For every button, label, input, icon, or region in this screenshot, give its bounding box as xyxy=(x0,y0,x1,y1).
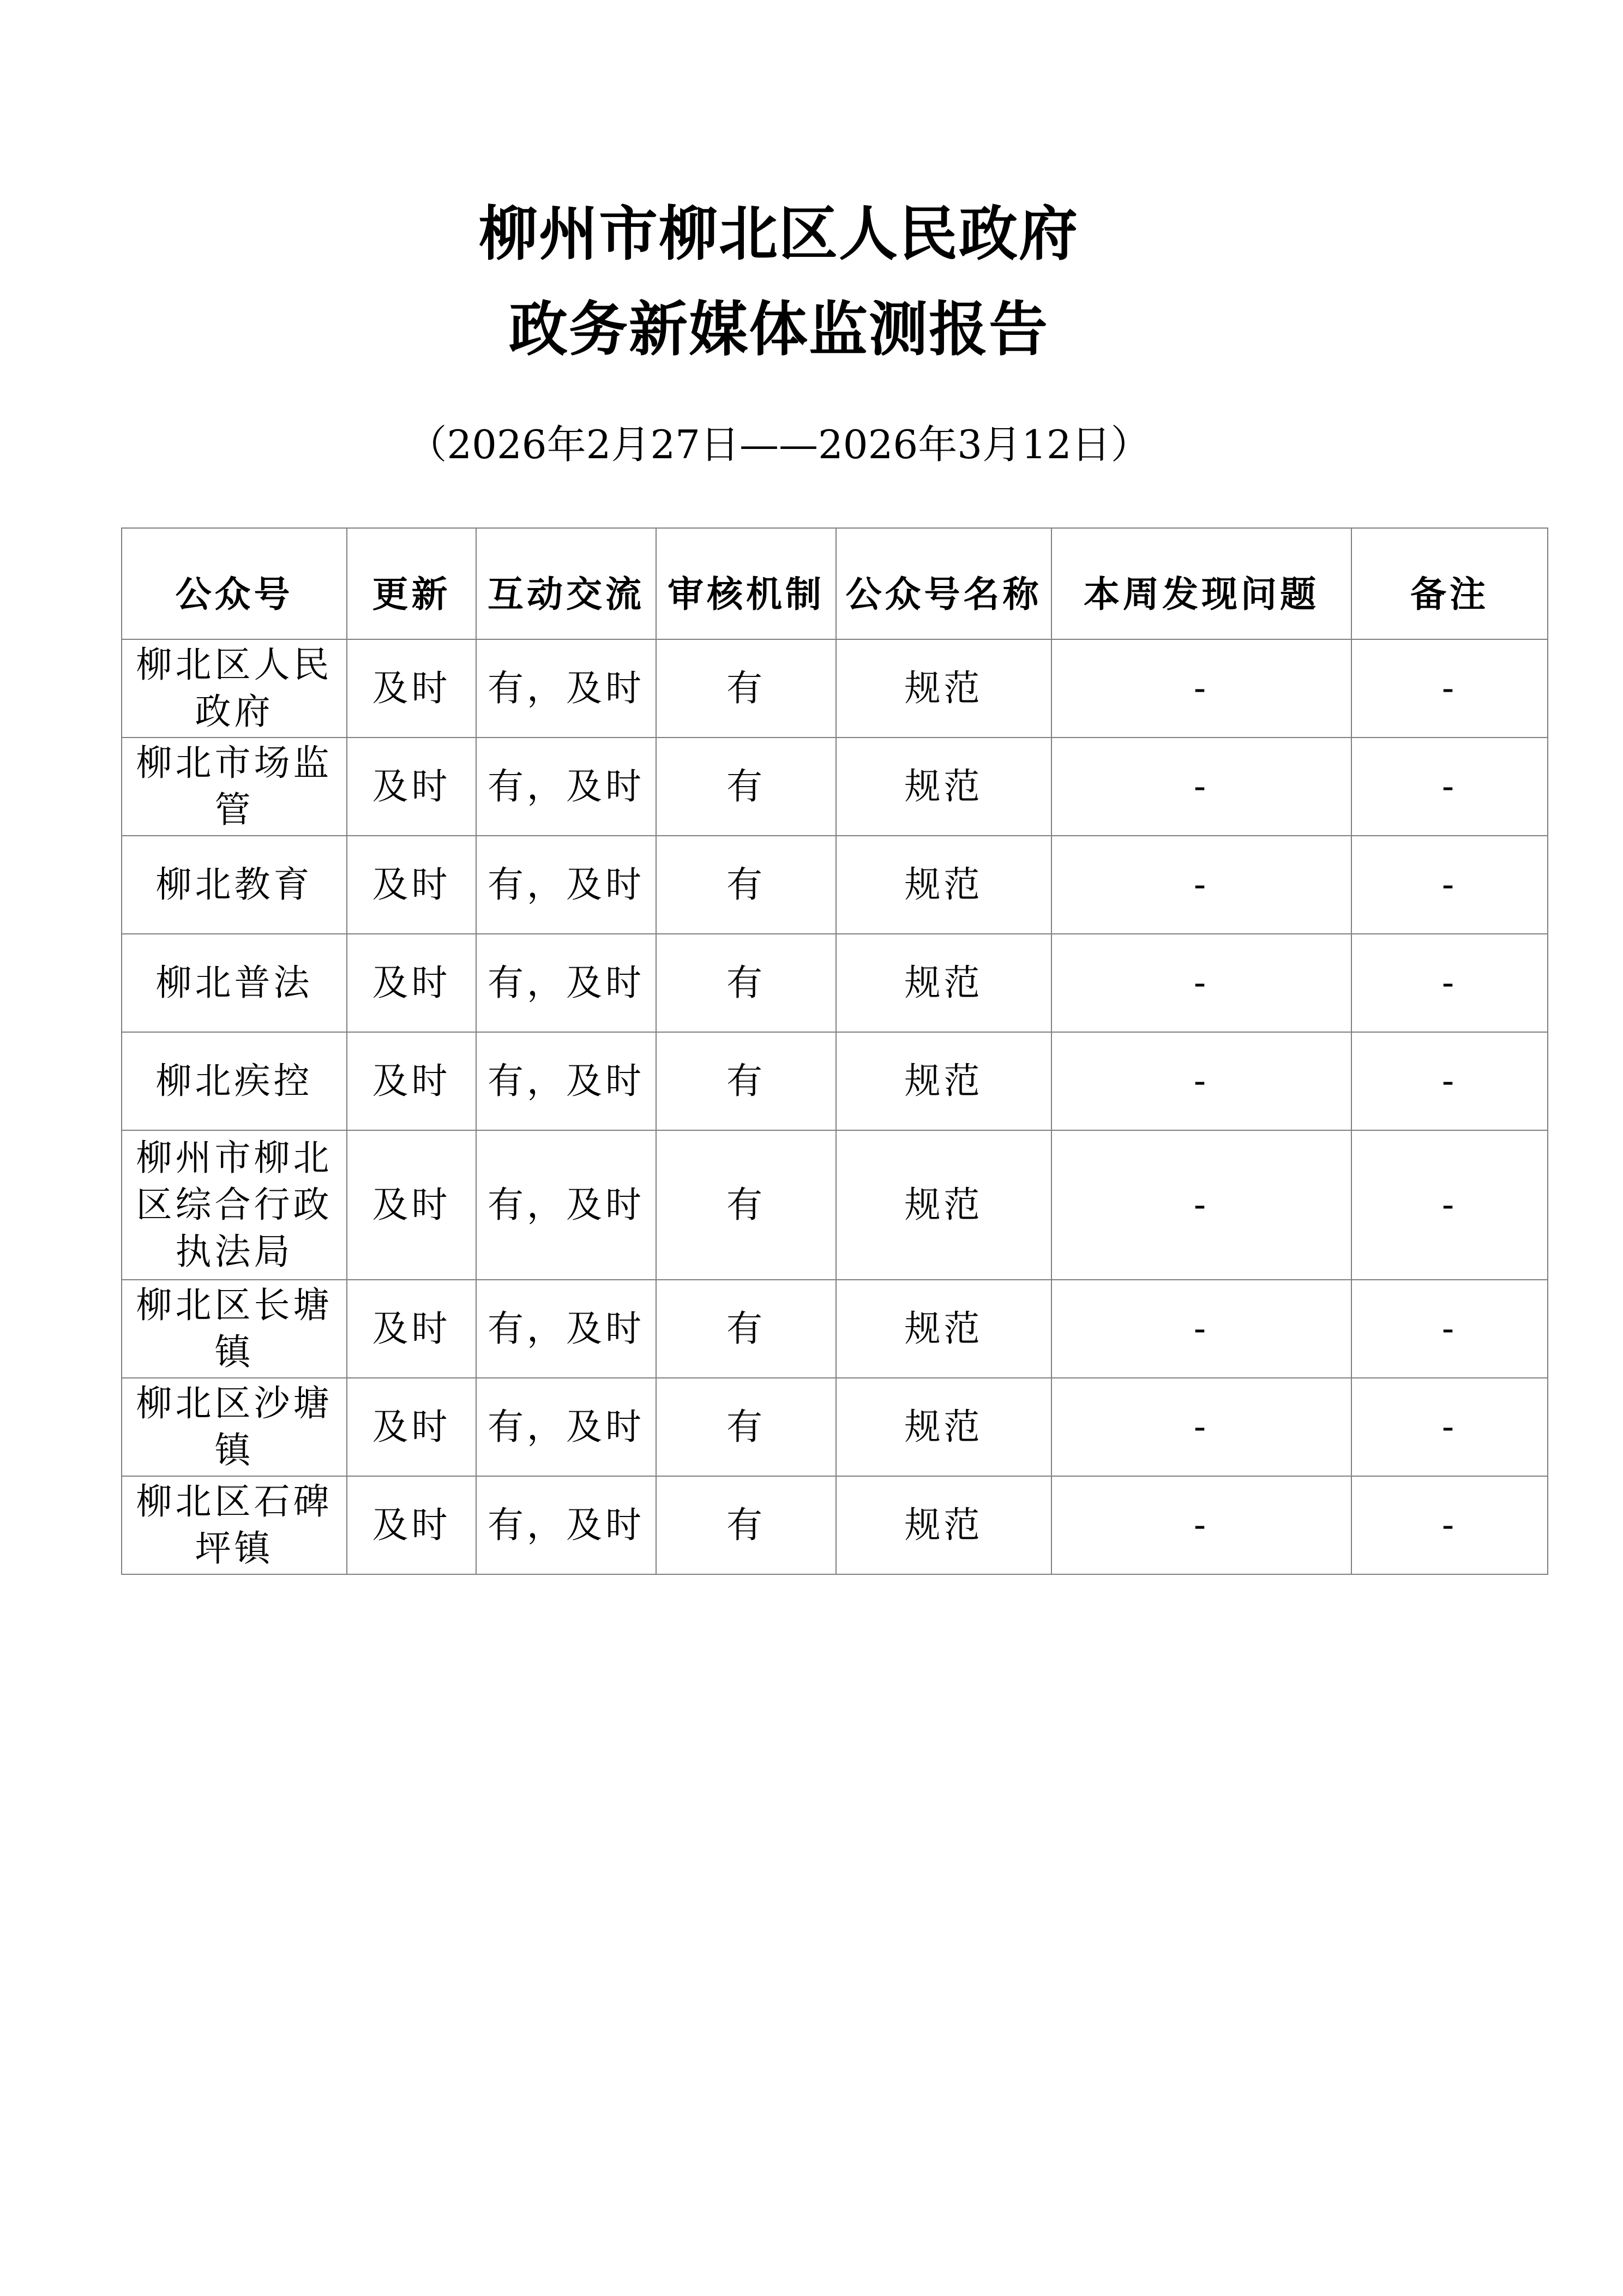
cell-note: - xyxy=(1351,1130,1548,1280)
cell-note: - xyxy=(1351,1378,1548,1476)
cell-interaction: 有，及时 xyxy=(476,836,656,934)
cell-name-status: 规范 xyxy=(836,1130,1051,1280)
cell-update: 及时 xyxy=(347,934,476,1032)
cell-issues: - xyxy=(1051,639,1351,738)
cell-review: 有 xyxy=(656,738,836,836)
cell-account: 柳北教育 xyxy=(122,836,347,934)
header-account: 公众号 xyxy=(122,528,347,639)
cell-review: 有 xyxy=(656,1130,836,1280)
cell-update: 及时 xyxy=(347,1032,476,1130)
cell-update: 及时 xyxy=(347,639,476,738)
report-title-line-2: 政务新媒体监测报告 xyxy=(508,296,1049,364)
cell-account: 柳州市柳北区综合行政执法局 xyxy=(122,1130,347,1280)
table-header-row xyxy=(122,528,1548,639)
cell-update: 及时 xyxy=(347,1378,476,1476)
header-issues: 本周发现问题 xyxy=(1051,528,1351,639)
cell-interaction: 有，及时 xyxy=(476,934,656,1032)
header-name-status: 公众号名称 xyxy=(836,528,1051,639)
report-date-range: （2026年2月27日——2026年3月12日） xyxy=(407,422,1150,467)
cell-review: 有 xyxy=(656,1280,836,1378)
cell-name-status: 规范 xyxy=(836,1378,1051,1476)
cell-account: 柳北区人民政府 xyxy=(122,639,347,738)
cell-issues: - xyxy=(1051,1378,1351,1476)
header-review: 审核机制 xyxy=(656,528,836,639)
cell-name-status: 规范 xyxy=(836,1032,1051,1130)
cell-issues: - xyxy=(1051,836,1351,934)
table-row xyxy=(122,1032,1548,1130)
cell-account: 柳北区沙塘镇 xyxy=(122,1378,347,1476)
cell-review: 有 xyxy=(656,1476,836,1574)
cell-update: 及时 xyxy=(347,1280,476,1378)
cell-interaction: 有，及时 xyxy=(476,1378,656,1476)
table-row xyxy=(122,639,1548,738)
table-row xyxy=(122,1130,1548,1280)
cell-interaction: 有，及时 xyxy=(476,1130,656,1280)
cell-name-status: 规范 xyxy=(836,836,1051,934)
monitoring-table xyxy=(121,527,1548,1575)
header-interaction: 互动交流 xyxy=(476,528,656,639)
cell-note: - xyxy=(1351,934,1548,1032)
cell-update: 及时 xyxy=(347,738,476,836)
cell-account: 柳北市场监管 xyxy=(122,738,347,836)
cell-interaction: 有，及时 xyxy=(476,639,656,738)
table-row xyxy=(122,1476,1548,1574)
cell-issues: - xyxy=(1051,934,1351,1032)
cell-name-status: 规范 xyxy=(836,639,1051,738)
cell-account: 柳北普法 xyxy=(122,934,347,1032)
cell-name-status: 规范 xyxy=(836,738,1051,836)
cell-review: 有 xyxy=(656,836,836,934)
cell-account: 柳北区石碑坪镇 xyxy=(122,1476,347,1574)
cell-note: - xyxy=(1351,836,1548,934)
cell-note: - xyxy=(1351,1476,1548,1574)
cell-review: 有 xyxy=(656,1378,836,1476)
cell-interaction: 有，及时 xyxy=(476,1032,656,1130)
cell-interaction: 有，及时 xyxy=(476,1280,656,1378)
header-note: 备注 xyxy=(1351,528,1548,639)
table-row xyxy=(122,1378,1548,1476)
header-update: 更新 xyxy=(347,528,476,639)
cell-issues: - xyxy=(1051,738,1351,836)
cell-account: 柳北区长塘镇 xyxy=(122,1280,347,1378)
table-row xyxy=(122,836,1548,934)
table-row xyxy=(122,1280,1548,1378)
cell-note: - xyxy=(1351,1280,1548,1378)
cell-interaction: 有，及时 xyxy=(476,1476,656,1574)
cell-note: - xyxy=(1351,1032,1548,1130)
report-title-line-1: 柳州市柳北区人民政府 xyxy=(478,200,1079,268)
cell-note: - xyxy=(1351,639,1548,738)
cell-name-status: 规范 xyxy=(836,1280,1051,1378)
cell-update: 及时 xyxy=(347,1130,476,1280)
cell-interaction: 有，及时 xyxy=(476,738,656,836)
cell-issues: - xyxy=(1051,1280,1351,1378)
cell-name-status: 规范 xyxy=(836,934,1051,1032)
table-row xyxy=(122,738,1548,836)
cell-issues: - xyxy=(1051,1032,1351,1130)
cell-review: 有 xyxy=(656,639,836,738)
cell-review: 有 xyxy=(656,1032,836,1130)
cell-update: 及时 xyxy=(347,836,476,934)
cell-update: 及时 xyxy=(347,1476,476,1574)
cell-name-status: 规范 xyxy=(836,1476,1051,1574)
cell-note: - xyxy=(1351,738,1548,836)
cell-issues: - xyxy=(1051,1130,1351,1280)
cell-account: 柳北疾控 xyxy=(122,1032,347,1130)
cell-issues: - xyxy=(1051,1476,1351,1574)
table-row xyxy=(122,934,1548,1032)
cell-review: 有 xyxy=(656,934,836,1032)
